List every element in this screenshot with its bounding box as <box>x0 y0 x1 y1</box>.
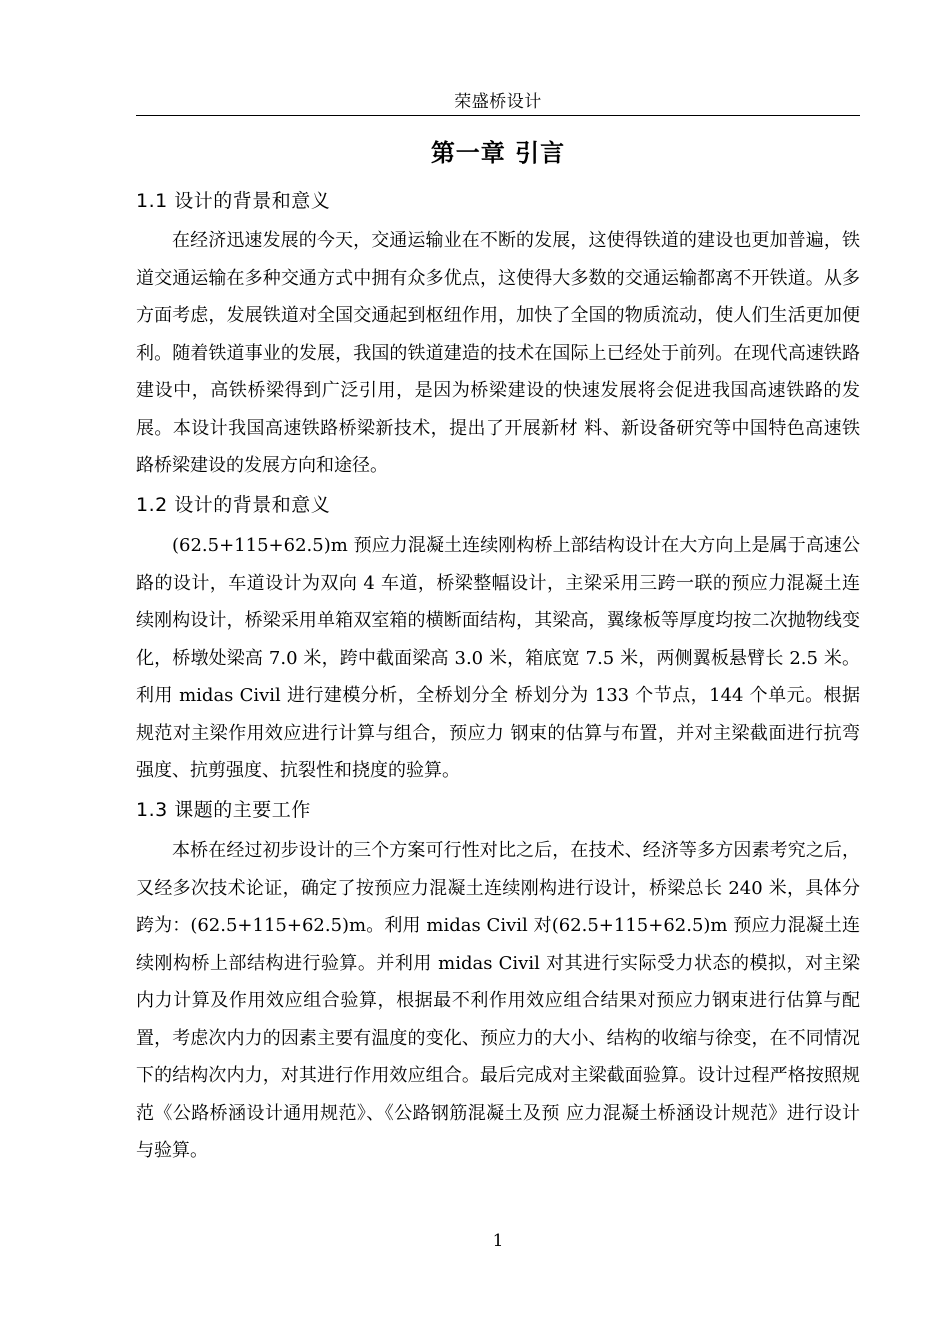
section-paragraph-1-3: 本桥在经过初步设计的三个方案可行性对比之后，在技术、经济等多方因素考究之后，又经多次技术论证，确定了按预应力混凝土连续刚构进行设计，桥梁总长 240 米，具体分跨为：(62.5+115+62.5)m。利用 midas Civil 对(62.5+115+62.5)m 预应力混凝土连续刚构桥上部结构进行验算。并利用 midas Civil 对其进行实际受力状态的模拟，对主梁内力计算及作用效应组合验算，根据最不利作用效应组合结果对预应力钢束进行估算与配置，考虑次内力的因素主要有温度的变化、预应力的大小、结构的收缩与徐变，在不同情况下的结构次内力，对其进行作用效应组合。最后完成对主梁截面验算。设计过程严格按照规范《公路桥涵设计通用规范》、《公路钢筋混凝土及预 应力混凝土桥涵设计规范》进行设计与验算。 <box>136 840 860 1161</box>
section-heading-1-2: 1.2 设计的背景和意义 <box>136 494 331 516</box>
section-paragraph-1-1: 在经济迅速发展的今天，交通运输业在不断的发展，这使得铁道的建设也更加普遍，铁道交通运输在多种交通方式中拥有众多优点，这使得大多数的交通运输都离不开铁道。从多方面考虑，发展铁道对全国交通起到枢纽作用，加快了全国的物质流动，使人们生活更加便利。随着铁道事业的发展，我国的铁道建造的技术在国际上已经处于前列。在现代高速铁路建设中，高铁桥梁得到广泛引用，是因为桥梁建设的快速发展将会促进我国高速铁路的发展。本设计我国高速铁路桥梁新技术，提出了开展新材 料、新设备研究等中国特色高速铁路桥梁建设的发展方向和途径。 <box>136 230 860 476</box>
running-header: 荣盛桥设计 <box>454 92 542 112</box>
chapter-title: 第一章 引言 <box>430 139 566 167</box>
header-divider <box>136 115 860 116</box>
section-paragraph-1-2: (62.5+115+62.5)m 预应力混凝土连续刚构桥上部结构设计在大方向上是属于高速公路的设计，车道设计为双向 4 车道，桥梁整幅设计，主梁采用三跨一联的预应力混凝土连续刚构设计，桥梁采用单箱双室箱的横断面结构，其梁高，翼缘板等厚度均按二次抛物线变化，桥墩处梁高 7.0 米，跨中截面梁高 3.0 米，箱底宽 7.5 米，两侧翼板悬臂长 2.5 米。利用 midas Civil 进行建模分析，全桥划分全 桥划分为 133 个节点，144 个单元。根据规范对主梁作用效应进行计算与组合，预应力 钢束的估算与布置，并对主梁截面进行抗弯强度、抗剪强度、抗裂性和挠度的验算。 <box>136 535 860 781</box>
section-heading-1-1: 1.1 设计的背景和意义 <box>136 190 331 212</box>
section-heading-1-3: 1.3 课题的主要工作 <box>136 799 311 821</box>
page-number: 1 <box>492 1231 504 1251</box>
